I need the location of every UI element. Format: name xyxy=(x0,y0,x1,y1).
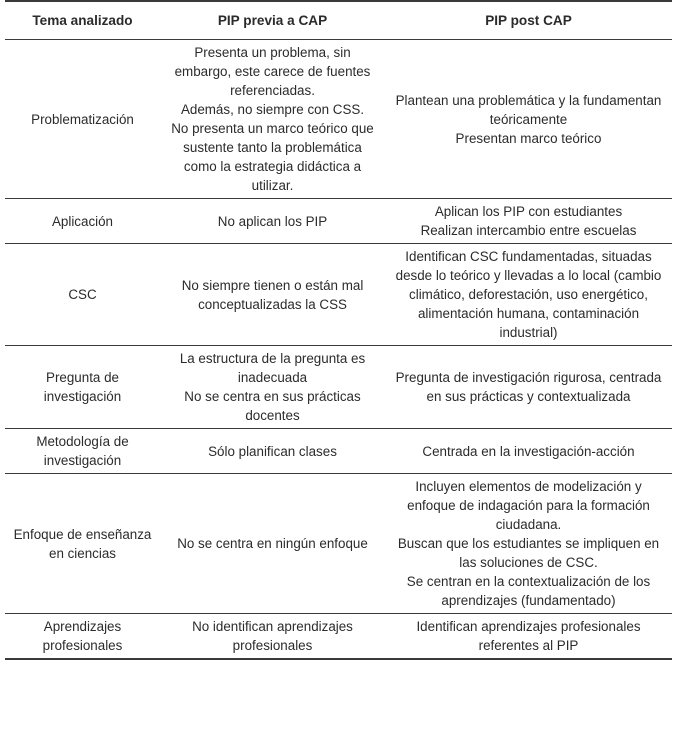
cell-pip-previa xyxy=(160,346,385,429)
table-row xyxy=(5,614,672,660)
cell-tema xyxy=(5,429,160,474)
cell-tema xyxy=(5,199,160,244)
cell-line: Aplican los PIP con estudiantes xyxy=(434,204,623,219)
column-header-pip-previa: PIP previa a CAP xyxy=(160,1,385,40)
table-row xyxy=(5,474,672,614)
cell-line: Realizan intercambio entre escuelas xyxy=(420,223,637,238)
cell-pip-previa xyxy=(160,244,385,346)
cell-line: Plantean una problemática y la fundamentan teóricamente xyxy=(395,92,662,127)
cell-tema xyxy=(5,346,160,429)
cell-line: Pregunta de investigación xyxy=(43,370,122,404)
cell-pip-previa xyxy=(160,199,385,244)
table-row xyxy=(5,40,672,199)
table-row xyxy=(5,429,672,474)
cell-line: Problematización xyxy=(31,111,134,127)
cell-line: No se centra en ningún enfoque xyxy=(177,536,368,551)
cell-line: Enfoque de enseñanza en ciencias xyxy=(13,526,152,561)
cell-pip-post xyxy=(385,346,672,429)
cell-line: Aprendizajes profesionales xyxy=(42,619,123,653)
cell-pip-previa xyxy=(160,614,385,660)
cell-tema xyxy=(5,474,160,614)
cell-line: Sólo planifican clases xyxy=(208,443,337,459)
cell-line: Aplicación xyxy=(51,213,114,229)
cell-pip-post xyxy=(385,614,672,660)
cell-pip-post xyxy=(385,40,672,199)
cell-line: Identifican aprendizajes profesionales referentes al PIP xyxy=(416,619,641,653)
cell-line: No se centra en sus prácticas docentes xyxy=(184,389,361,423)
cell-line: Presentan marco teórico xyxy=(455,130,602,146)
cell-pip-post xyxy=(385,244,672,346)
table-header-row xyxy=(5,1,672,40)
cell-pip-post xyxy=(385,429,672,474)
table-body xyxy=(5,40,672,660)
cell-line: Presenta un problema, sin embargo, este carece de fuentes referenciadas. xyxy=(174,45,371,98)
cell-line: No siempre tienen o están mal conceptualizadas la CSS xyxy=(181,277,364,312)
table-header xyxy=(5,1,672,40)
cell-line: Pregunta de investigación rigurosa, centrada en sus prácticas y contextualizada xyxy=(395,370,662,404)
cell-tema xyxy=(5,244,160,346)
cell-line: La estructura de la pregunta es inadecuada xyxy=(179,351,366,385)
cell-line: Incluyen elementos de modelización y enfoque de indagación para la formación ciudadana. xyxy=(407,479,650,532)
cell-pip-post xyxy=(385,199,672,244)
cell-line: Además, no siempre con CSS. xyxy=(180,102,365,117)
cell-pip-previa xyxy=(160,474,385,614)
cell-line: Centrada en la investigación-acción xyxy=(422,443,635,459)
cell-pip-post xyxy=(385,474,672,614)
column-header-tema: Tema analizado xyxy=(5,1,160,40)
table-row xyxy=(5,346,672,429)
cell-line: No identifican aprendizajes profesionales xyxy=(192,619,353,653)
column-header-pip-post: PIP post CAP xyxy=(385,1,672,40)
cell-line: No presenta un marco teórico que sustente tanto la problemática como la estrategia didáctica a utilizar. xyxy=(171,121,374,193)
cell-tema xyxy=(5,614,160,660)
cell-line: Identifican CSC fundamentadas, situadas desde lo teórico y llevadas a lo local (cambio climático, deforestación, uso energético, alimentación humana, contaminación industrial) xyxy=(395,249,662,340)
comparison-table xyxy=(5,0,672,660)
cell-pip-previa xyxy=(160,40,385,199)
cell-line: CSC xyxy=(68,287,97,302)
table-row xyxy=(5,199,672,244)
cell-line: Metodología de investigación xyxy=(36,434,129,468)
cell-line: Buscan que los estudiantes se impliquen en las soluciones de CSC. xyxy=(397,536,660,570)
cell-tema xyxy=(5,40,160,199)
table-row xyxy=(5,244,672,346)
cell-pip-previa xyxy=(160,429,385,474)
cell-line: Se centran en la contextualización de los aprendizajes (fundamentado) xyxy=(406,574,651,608)
cell-line: No aplican los PIP xyxy=(217,213,328,229)
